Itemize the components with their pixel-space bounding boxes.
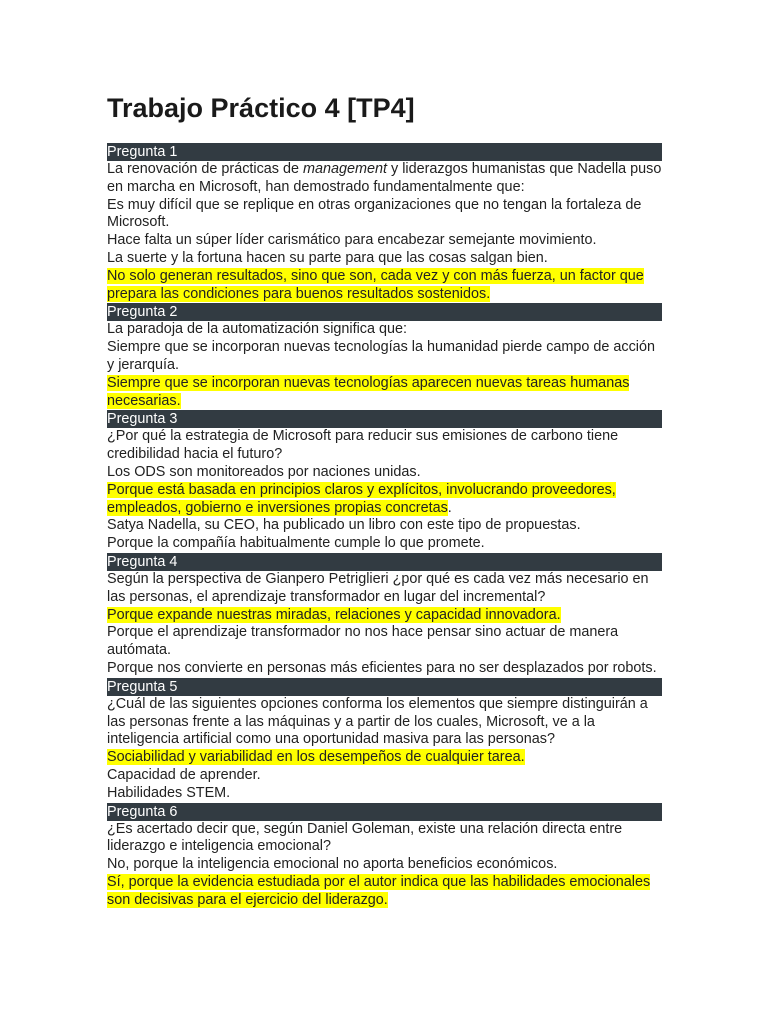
answer-option: No, porque la inteligencia emocional no aporta beneficios económicos. — [107, 856, 558, 873]
question-5 — [107, 678, 662, 803]
correct-answer — [107, 749, 662, 767]
question-prompt: Según la perspectiva de Gianpero Petriglieri ¿por qué es cada vez más necesario en las personas, el aprendizaje transformador en lugar del incremental? — [107, 570, 649, 605]
answer-option: Porque el aprendizaje transformador no nos hace pensar sino actuar de manera autómata. — [107, 624, 619, 659]
highlighted-answer: Porque está basada en principios claros y explícitos, involucrando proveedores, empleados, gobierno e inversiones propias concretas — [107, 481, 616, 516]
answer-option: Porque la compañía habitualmente cumple lo que promete. — [107, 535, 485, 552]
highlighted-answer: Sí, porque la evidencia estudiada por el autor indica que las habilidades emocionales son decisivas para el ejercicio del liderazgo. — [107, 873, 651, 908]
correct-answer — [107, 607, 662, 625]
correct-answer — [107, 375, 662, 411]
page-title: Trabajo Práctico 4 [TP4] — [107, 93, 415, 123]
highlighted-answer: Sociabilidad y variabilidad en los desempeños de cualquier tarea. — [107, 749, 525, 766]
question-header: Pregunta 2 — [107, 303, 662, 321]
highlighted-answer: Porque expande nuestras miradas, relaciones y capacidad innovadora. — [107, 606, 561, 623]
question-6 — [107, 803, 662, 910]
highlighted-answer: No solo generan resultados, sino que son, cada vez y con más fuerza, un factor que prepara las condiciones para buenos resultados sostenidos. — [107, 267, 644, 302]
prompt-text: La renovación de prácticas de — [107, 161, 303, 177]
question-prompt: La paradoja de la automatización significa que: — [107, 321, 408, 338]
answer-option: Capacidad de aprender. — [107, 766, 261, 783]
answer-option: Hace falta un súper líder carismático para encabezar semejante movimiento. — [107, 232, 597, 249]
answer-tail: . — [447, 499, 452, 516]
question-prompt — [107, 161, 662, 197]
answer-option: Siempre que se incorporan nuevas tecnologías la humanidad pierde campo de acción y jerarquía. — [107, 339, 655, 373]
question-3 — [107, 410, 662, 553]
question-header: Pregunta 1 — [107, 143, 662, 161]
answer-option: La suerte y la fortuna hacen su parte para que las cosas salgan bien. — [107, 249, 548, 266]
question-1 — [107, 143, 662, 303]
correct-answer — [107, 482, 662, 518]
answer-option: Es muy difícil que se replique en otras organizaciones que no tengan la fortaleza de Microsoft. — [107, 196, 642, 231]
answer-option: Los ODS son monitoreados por naciones unidas. — [107, 463, 421, 480]
question-prompt: ¿Por qué la estrategia de Microsoft para reducir sus emisiones de carbono tiene credibilidad hacia el futuro? — [107, 428, 619, 463]
answer-option: Porque nos convierte en personas más eficientes para no ser desplazados por robots. — [107, 659, 657, 676]
correct-answer — [107, 268, 662, 304]
question-header: Pregunta 4 — [107, 553, 662, 571]
prompt-text: y liderazgos humanistas que Nadella puso en marcha en Microsoft, han demostrado fundamentalmente que: — [107, 161, 662, 195]
question-4 — [107, 553, 662, 678]
question-header: Pregunta 6 — [107, 803, 662, 821]
answer-option: Satya Nadella, su CEO, ha publicado un libro con este tipo de propuestas. — [107, 517, 581, 534]
question-header: Pregunta 3 — [107, 410, 662, 428]
answer-option: Habilidades STEM. — [107, 784, 231, 801]
question-prompt: ¿Es acertado decir que, según Daniel Goleman, existe una relación directa entre liderazgo e inteligencia emocional? — [107, 820, 623, 855]
document-page — [107, 90, 662, 909]
prompt-emphasis: management — [303, 161, 387, 177]
question-2 — [107, 303, 662, 410]
question-prompt: ¿Cuál de las siguientes opciones conforma los elementos que siempre distinguirán a las personas frente a las máquinas y a partir de los cuales, Microsoft, ve a la inteligencia artificial como una oportunidad masiva para las personas? — [107, 695, 648, 748]
question-header: Pregunta 5 — [107, 678, 662, 696]
correct-answer — [107, 874, 662, 910]
highlighted-answer: Siempre que se incorporan nuevas tecnologías aparecen nuevas tareas humanas necesarias. — [107, 374, 630, 409]
